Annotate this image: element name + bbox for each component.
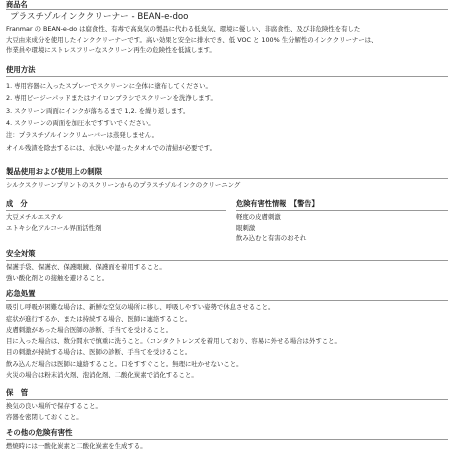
first-aid-item: 目の刺激が持続する場合は、医師の診断、手当てを受けること。 <box>6 348 192 357</box>
storage-title: 保 管 <box>6 388 29 398</box>
storage-item: 容器を密閉しておくこと。 <box>6 412 83 421</box>
usage-note: 注：プラスチゾルインクリムーバーは蒸発しません。 <box>6 131 158 140</box>
hazard-item: 軽度の皮膚刺激 <box>236 213 281 222</box>
intro-line: 作業員や環境にストレスフリーなスクリーン再生の危険性を低減します。 <box>6 46 216 55</box>
composition-item: エトキシ化アルコール界面活性剤 <box>6 223 102 232</box>
intro-line: Franmar の BEAN-e-do は腐食性、有毒で高臭気の製品に代わる低臭気、環境に優しい、非腐食性、及び非危険性を有した <box>6 25 361 33</box>
divider <box>6 260 448 261</box>
hazard-title: 危険有害性情報 【警告】 <box>236 199 319 209</box>
hazard-item: 眼刺激 <box>236 223 256 232</box>
safety-item: 強い酸化剤との接触を避けること。 <box>6 273 109 282</box>
other-hazards-item: 燃焼時には一酸化炭素と二酸化炭素を生成する。 <box>6 442 147 451</box>
usage-step: 2. 専用ビージーパッドまたはナイロンブラシでスクリーンを洗浄します。 <box>6 94 217 103</box>
divider <box>236 210 448 211</box>
scope-text: シルクスクリーンプリントのスクリーンからのプラスチゾルインクのクリーニング <box>6 181 241 190</box>
composition-item: 大豆メチルエステル <box>6 213 63 222</box>
usage-step: 1. 専用容器に入ったスプレーでスクリーンに全体に塗布してください。 <box>6 81 212 90</box>
product-name: プラスチゾルインククリーナー - BEAN-e-doo <box>10 12 189 22</box>
first-aid-item: 火災の場合は粉末消火剤、泡消化剤、二酸化炭素で消化すること。 <box>6 371 198 380</box>
usage-step: 4. スクリーンの両面を加圧水ですすいでください。 <box>6 119 155 127</box>
hazard-section <box>236 199 448 243</box>
usage-step: 3. スクリーン両面にインクが落ちるまで 1,2. を繰り返します。 <box>6 106 190 115</box>
scope-title: 製品使用および使用上の制限 <box>6 167 103 177</box>
safety-item: 保護手袋、保護衣、保護眼鏡、保護面を着用すること。 <box>6 263 166 272</box>
divider <box>6 399 448 400</box>
intro-line: 大豆由来成分を使用したインククリーナーです。高い効果と安全に排水でき、低 VOC と 100% 生分解性のインククリーナーは、 <box>6 35 378 44</box>
composition-title: 成 分 <box>6 199 28 209</box>
first-aid-item: 症状が進行するか、または持続する場合、医師に連絡すること。 <box>6 314 192 323</box>
first-aid-item: 吸引し呼吸が困難な場合は、新鮮な空気の場所に移し、呼吸しやすい姿勢で休息させること。 <box>6 303 275 312</box>
first-aid-item: 飲み込んだ場合は医師に連絡すること。口をすすぐこと。無理に吐かせないこと。 <box>6 359 243 368</box>
first-aid-item: 皮膚刺激があった場合医師の診断、手当てを受けること。 <box>6 325 173 334</box>
other-hazards-title: その他の危険有害性 <box>6 428 73 438</box>
divider <box>6 300 448 301</box>
safety-title: 安全対策 <box>6 249 36 259</box>
usage-note: オイル残渣を除去するには、水洗いや湿ったタオルでの清掃が必要です。 <box>6 143 217 152</box>
composition-hazard-row <box>6 199 448 243</box>
storage-item: 換気の良い場所で保存すること。 <box>6 402 102 411</box>
first-aid-title: 応急処置 <box>6 289 36 299</box>
first-aid-item: 目に入った場合は、数分間水で慎重に洗うこと。（コンタクトレンズを着用しており、容易に外せる場合は外すこと。 <box>6 337 341 346</box>
product-name-label: 商品名 <box>6 0 28 9</box>
composition-section <box>6 199 236 243</box>
divider <box>6 210 226 211</box>
divider <box>6 439 448 440</box>
usage-title: 使用方法 <box>6 64 36 74</box>
hazard-item: 飲み込むと有害のおそれ <box>236 234 307 243</box>
